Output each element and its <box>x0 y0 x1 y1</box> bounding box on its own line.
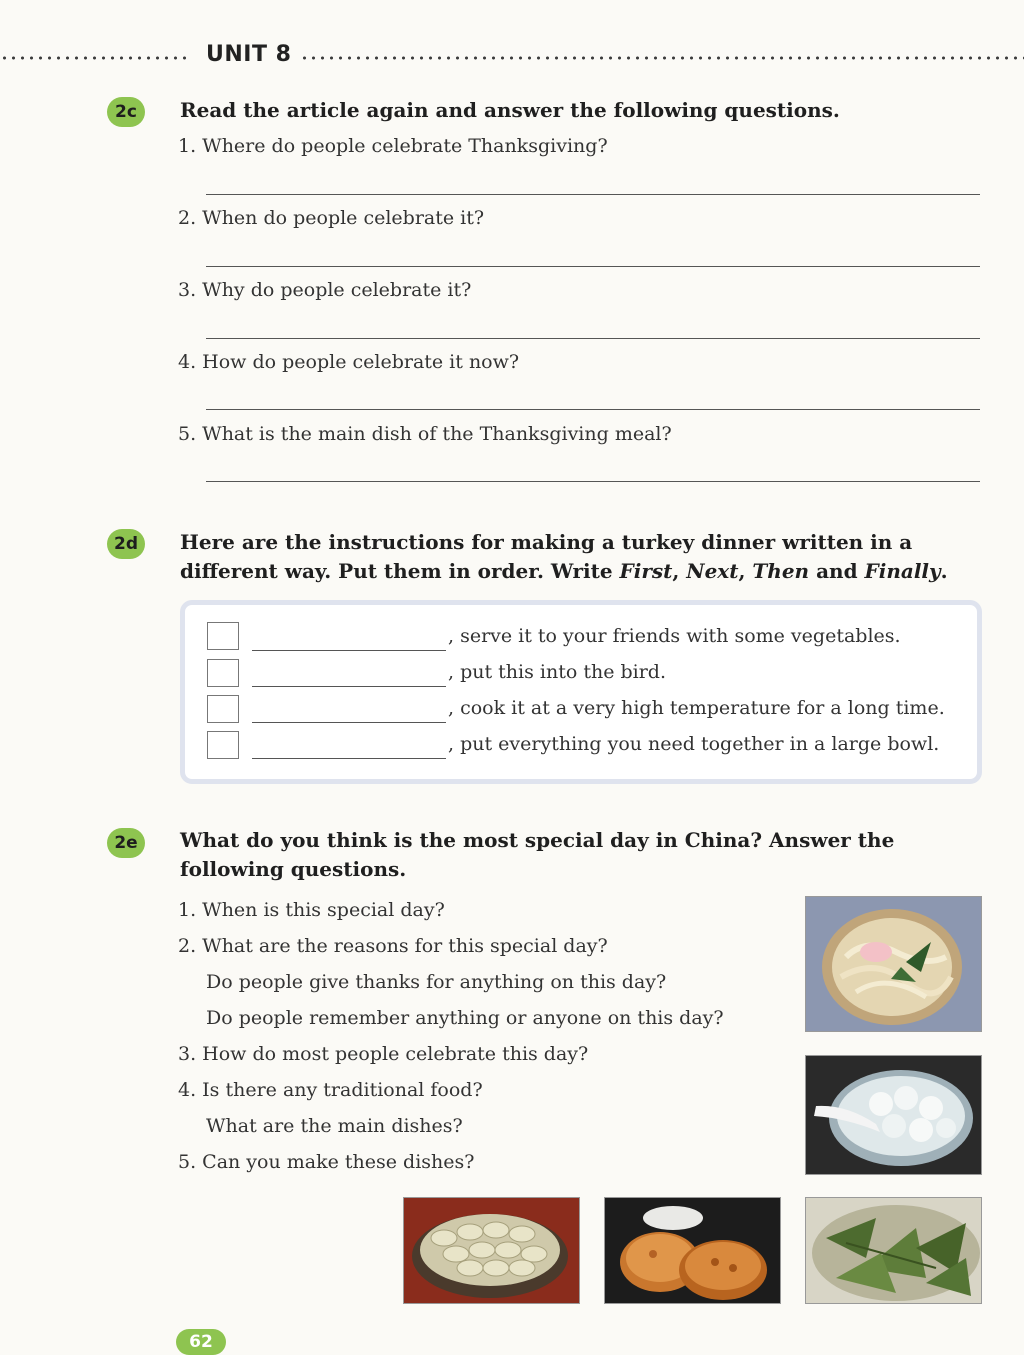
header-dots-right <box>300 56 1024 60</box>
unit-title: UNIT 8 <box>206 42 292 67</box>
section-2e-instruction-line2: following questions. <box>180 857 407 881</box>
order-blank-2[interactable] <box>252 686 446 687</box>
answer-line-2[interactable] <box>206 266 980 267</box>
order-step-2: , put this into the bird. <box>448 661 666 683</box>
question-2e-2b: Do people remember anything or anyone on this day? <box>206 1007 724 1029</box>
word-then: Then <box>752 559 810 583</box>
question-2e-2: 2. What are the reasons for this special day? <box>178 935 608 957</box>
question-2c-3: 3. Why do people celebrate it? <box>178 279 472 301</box>
order-blank-1[interactable] <box>252 650 446 651</box>
word-next: Next <box>686 559 739 583</box>
answer-line-4[interactable] <box>206 409 980 410</box>
page-number: 62 <box>176 1329 226 1355</box>
order-step-4: , put everything you need together in a large bowl. <box>448 733 940 755</box>
section-badge-2c: 2c <box>107 97 145 127</box>
answer-line-5[interactable] <box>206 481 980 482</box>
answer-line-1[interactable] <box>206 194 980 195</box>
order-checkbox-3[interactable] <box>207 695 239 723</box>
question-2e-5: 5. Can you make these dishes? <box>178 1151 475 1173</box>
section-badge-2e: 2e <box>107 828 145 858</box>
jiaozi-image <box>403 1197 580 1304</box>
order-checkbox-4[interactable] <box>207 731 239 759</box>
header-dots-left <box>0 56 192 60</box>
question-2c-2: 2. When do people celebrate it? <box>178 207 485 229</box>
tangyuan-image <box>805 1055 982 1175</box>
mooncake-image <box>604 1197 781 1304</box>
order-blank-3[interactable] <box>252 722 446 723</box>
zongzi-image <box>805 1197 982 1304</box>
question-2c-5: 5. What is the main dish of the Thanksgiving meal? <box>178 423 672 445</box>
section-2d-instruction <box>180 528 948 586</box>
question-2e-4a: What are the main dishes? <box>206 1115 463 1137</box>
question-2c-1: 1. Where do people celebrate Thanksgiving? <box>178 135 608 157</box>
question-2e-4: 4. Is there any traditional food? <box>178 1079 483 1101</box>
section-2c-instruction: Read the article again and answer the following questions. <box>180 98 840 122</box>
section-2d-instruction-line2: different way. Put them in order. Write First, Next, Then and Finally. <box>180 559 948 583</box>
order-step-3: , cook it at a very high temperature for a long time. <box>448 697 945 719</box>
order-checkbox-1[interactable] <box>207 622 239 650</box>
question-2e-3: 3. How do most people celebrate this day? <box>178 1043 589 1065</box>
word-finally: Finally <box>864 559 941 583</box>
question-2e-2a: Do people give thanks for anything on this day? <box>206 971 667 993</box>
order-step-1: , serve it to your friends with some vegetables. <box>448 625 901 647</box>
order-blank-4[interactable] <box>252 758 446 759</box>
word-first: First <box>619 559 673 583</box>
section-2d-instruction-line1: Here are the instructions for making a turkey dinner written in a <box>180 530 913 554</box>
section-badge-2d: 2d <box>107 529 145 559</box>
order-checkbox-2[interactable] <box>207 659 239 687</box>
section-2e-instruction-line1: What do you think is the most special day in China? Answer the <box>180 828 895 852</box>
noodle-soup-image <box>805 896 982 1032</box>
section-2e-instruction <box>180 826 894 884</box>
answer-line-3[interactable] <box>206 338 980 339</box>
question-2c-4: 4. How do people celebrate it now? <box>178 351 520 373</box>
question-2e-1: 1. When is this special day? <box>178 899 445 921</box>
